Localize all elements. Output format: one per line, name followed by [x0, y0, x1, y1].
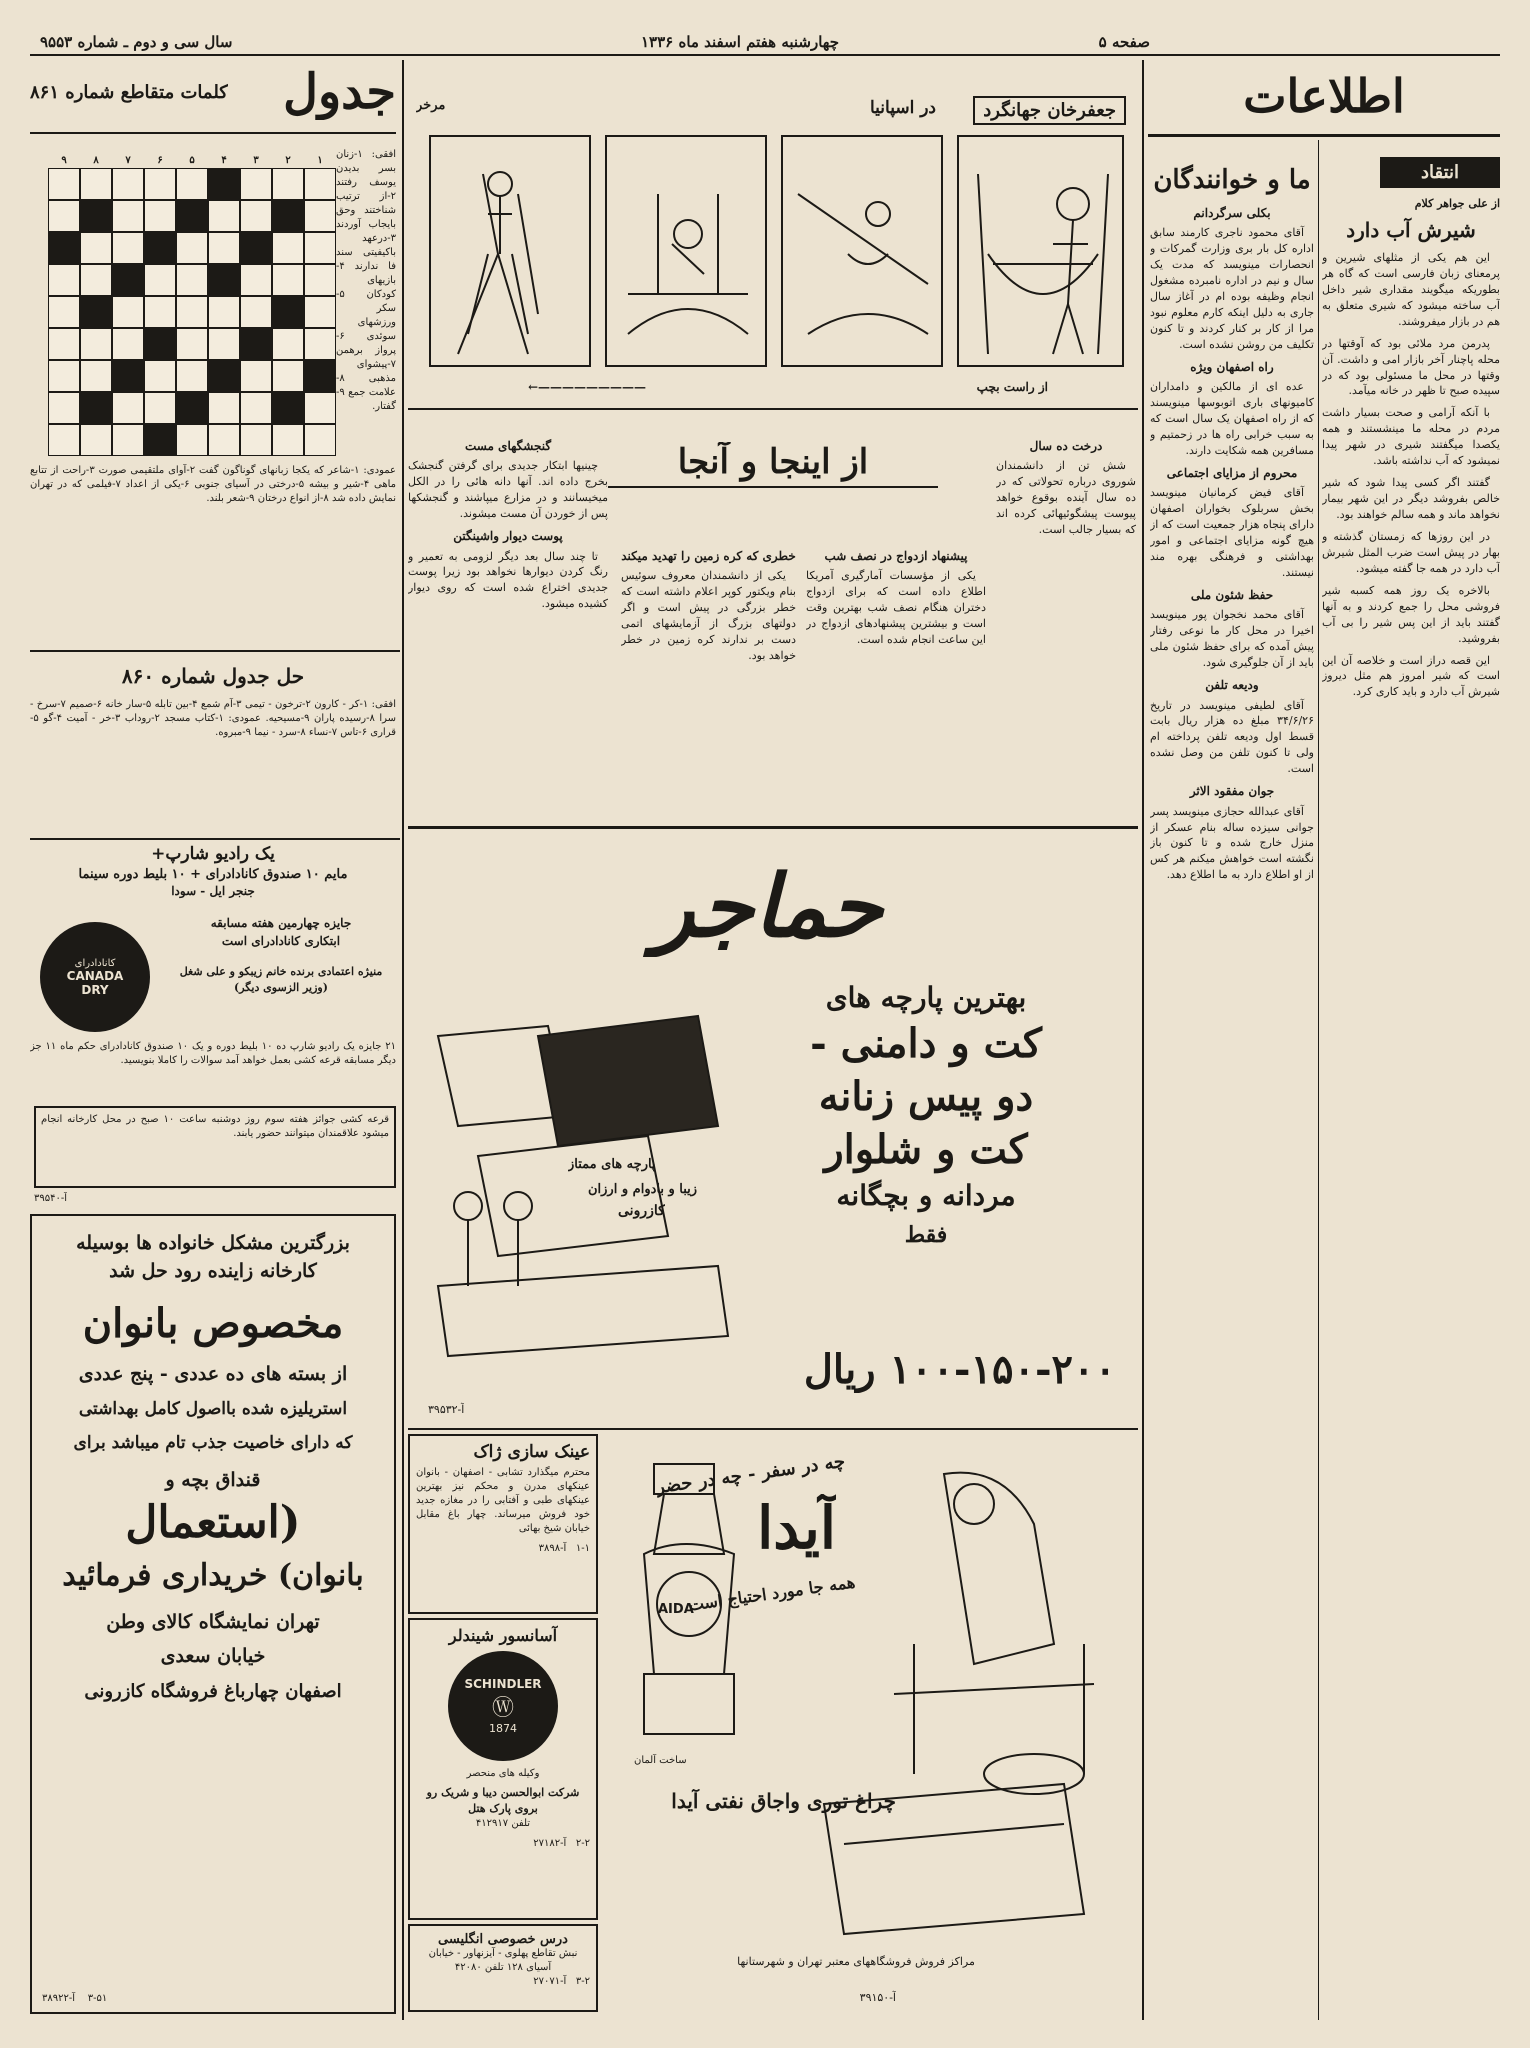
crossword-cell[interactable] [240, 200, 272, 232]
crossword-black-cell [272, 200, 304, 232]
crossword-cell[interactable] [304, 424, 336, 456]
crossword-cell[interactable] [176, 296, 208, 328]
crossword-cell[interactable] [48, 264, 80, 296]
crossword-black-cell [144, 328, 176, 360]
crossword-cell[interactable] [304, 264, 336, 296]
crossword-cell[interactable] [304, 392, 336, 424]
cartoon-place: در اسپانیا [869, 98, 936, 118]
crossword-cell[interactable] [272, 168, 304, 200]
crossword-cell[interactable] [304, 168, 336, 200]
cartoon-title: جعفرخان جهانگرد [973, 96, 1126, 125]
aida-lamp-illustration [614, 1444, 1134, 1964]
crossword-black-cell [176, 200, 208, 232]
crossword [30, 64, 396, 644]
crossword-cell[interactable] [208, 200, 240, 232]
schindler-logo: SCHINDLER Ⓦ 1874 [448, 1651, 558, 1761]
fabric-ad: حماجر بهترین پارچه های کت و دامنی - دو پیس زنانه کت و شلوار مردانه و بچگانه فقط ۱۰۰-۱۵۰-۲۰۰ ریال زیبا و بادوام و ارزان کازرونی پارچه های ممتاز آ-۳۹۵۳۲ [408, 836, 1136, 1424]
crossword-black-cell [80, 200, 112, 232]
crossword-cell[interactable] [144, 296, 176, 328]
criticism-title: شیرش آب دارد [1346, 217, 1476, 242]
crossword-cell[interactable] [176, 264, 208, 296]
crossword-cell[interactable] [80, 360, 112, 392]
crossword-cell[interactable] [304, 200, 336, 232]
crossword-cell[interactable] [240, 264, 272, 296]
cartoon-strip [408, 92, 1136, 404]
fabric-brand: حماجر [653, 856, 883, 957]
cartoon-note: مرخر [416, 98, 446, 113]
crossword-cell[interactable] [176, 328, 208, 360]
crossword-cell[interactable] [208, 232, 240, 264]
crossword-cell[interactable] [240, 168, 272, 200]
crossword-cell[interactable] [176, 360, 208, 392]
fabric-price: ۱۰۰-۱۵۰-۲۰۰ ریال [803, 1346, 1116, 1393]
crossword-black-cell [112, 264, 144, 296]
criticism-byline: از علی جواهر کلام [1414, 197, 1500, 210]
crossword-col-numbers: ۹ ۸ ۷ ۶ ۵ ۴ ۳ ۲ ۱ [61, 155, 323, 166]
crossword-cell[interactable] [240, 424, 272, 456]
crossword-cell[interactable] [80, 264, 112, 296]
crossword-solution: حل جدول شماره ۸۶۰ افقی: ۱-کر - کارون ۲-ترخون - تیمی ۳-آم شمع ۴-بین تابله ۵-سار خانه ۶-صمیم ۷-سرخ - سرا ۸-رسیده پاران ۹-مسیحیه. عمودی: ۱-کتاب مسجد ۲-روداب ۳-خر - آمیت ۴-گو ۵-قراری ۶-تاس ۷-نساء ۸-سرد - نیما ۹-مبروه. [30, 664, 396, 738]
crossword-title: جدول [283, 64, 396, 120]
crossword-cell[interactable] [272, 360, 304, 392]
crossword-black-cell [144, 232, 176, 264]
crossword-cell[interactable] [272, 264, 304, 296]
crossword-cell[interactable] [208, 424, 240, 456]
crossword-cell[interactable] [272, 424, 304, 456]
column-criticism [1322, 145, 1500, 2015]
crossword-black-cell [208, 360, 240, 392]
crossword-black-cell [272, 392, 304, 424]
crossword-cell[interactable] [272, 232, 304, 264]
crossword-cell[interactable] [272, 328, 304, 360]
fabric-code: آ-۳۹۵۳۲ [428, 1403, 465, 1416]
ad-canada-dry: یک رادیو شارپ+ مایم ۱۰ صندوق کانادادرای + ۱۰ بلیط دوره سینما جنجر ایل - سودا کانادادرای CANADA DRY جایزه چهارمین هفته مسابقه ابتکاری کانادادرای است منیژه اعتمادی برنده خانم زیبکو و علی شغل (وزیر الزسوی دیگر) ۲۱ جایزه یک رادیو شارپ ده ۱۰ بلیط دوره و یک ۱۰ صندوق کانادادرای حکم ماه ۱۱ جز دیگر مسابقه قرعه کشی بعمل خواهد آمد سوالات را کاملا بنویسید. [30, 844, 396, 1066]
crossword-cell[interactable] [304, 328, 336, 360]
crossword-vertical: عمودی: ۱-شاعر که یکجا زبانهای گوناگون گفت ۲-آوای ملتقیمی صورت ۳-راحت از تتابع ماهی ۴-شیر و بیشه ۵-درختی در آسیای جنوبی ۶-یکی از اعداد ۷-فیلمی که در تهران نمایش داده شد ۸-از انواع درختان ۹-شعر بلند. [30, 465, 396, 504]
canada-drawing-note: قرعه کشی جوائز هفته سوم روز دوشنبه ساعت ۱۰ صبح در محل کارخانه انجام میشود علاقمندان میتوانند حضور یابند. [34, 1106, 396, 1188]
crossword-cell[interactable] [240, 360, 272, 392]
crossword-cell[interactable] [176, 232, 208, 264]
aida-brand: آیدا [757, 1494, 836, 1562]
ad-english-lessons: درس خصوصی انگلیسی نبش تقاطع پهلوی - آیزنهاور - خیابان آسیای ۱۲۸ تلفن ۴۲۰۸۰ ۳-۲ آ-۲۷۰۷۱ [408, 1924, 598, 2012]
crossword-black-cell [48, 232, 80, 264]
crossword-cell[interactable] [112, 232, 144, 264]
issue-date: چهارشنبه هفتم اسفند ماه ۱۳۳۶ [641, 33, 839, 51]
crossword-cell[interactable] [80, 232, 112, 264]
cartoon-panels [428, 134, 1128, 374]
issue-number: سال سی و دوم ـ شماره ۹۵۵۳ [40, 33, 233, 51]
crossword-black-cell [240, 232, 272, 264]
crossword-cell[interactable] [112, 424, 144, 456]
crossword-cell[interactable] [240, 296, 272, 328]
crossword-cell[interactable] [176, 168, 208, 200]
crossword-cell[interactable] [144, 360, 176, 392]
crossword-black-cell [80, 392, 112, 424]
crossword-cell[interactable] [48, 296, 80, 328]
crossword-black-cell [112, 360, 144, 392]
crossword-cell[interactable] [304, 296, 336, 328]
crossword-cell[interactable] [208, 296, 240, 328]
ad-schindler: آسانسور شیندلر SCHINDLER Ⓦ 1874 وکیله های منحصر شرکت ابوالحسن دیبا و شریک رو بروی پارک هتل تلفن ۴۱۲۹۱۷ ۲-۲ آ-۲۷۱۸۲ [408, 1618, 598, 1920]
masthead [1148, 60, 1500, 132]
crossword-cell[interactable] [208, 328, 240, 360]
crossword-black-cell [144, 424, 176, 456]
readers-title: ما و خوانندگان [1153, 165, 1311, 195]
page-header [30, 30, 1500, 56]
fabric-tag1: زیبا و بادوام و ارزان [588, 1182, 698, 1197]
crossword-cell[interactable] [176, 424, 208, 456]
crossword-cell[interactable] [48, 392, 80, 424]
section-here-and-there: از اینجا و آنجا درخت ده سال شش تن از دانشمندان شوروی درباره تحولاتی که در ده سال آینده بوقوع خواهد پیوست پیشگوئیهائی کرده اند که بسیار جالب است. گنجشگهای مست چینیها ابتکار جدیدی برای گرفتن گنجشک بخرج داده اند. آنها دانه هائی را در الکل میخیسانند و در مزارع میپاشند و گنجشکها پس از خوردن آن مست میشوند. پوست دیوار واشینگتن تا چند سال بعد دیگر لزومی به تعمیر و رنگ کردن دیوارها نخواهد بود زیرا پوست جدیدی اختراع شده است که روی دیوار کشیده میشود. پیشنهاد ازدواج در نصف شب یکی از مؤسسات آمارگیری آمریکا اطلاع داده است که برای ازدواج دختران هنگام نصف شب بهترین وقت است و بیشترین پیشنهادهای ازدواج در این ساعت انجام شده است. خطری که کره زمین را تهدید میکند یکی از دانشمندان معروف سوئیس بنام ویکتور کوپر اعلام داشته است که خطر بزرگی در پیش است و اگر دولتهای بزرگ از آزمایشهای اتمی دست بر ندارند کره زمین در خطر خواهد بود. [408, 439, 1136, 663]
crossword-cell[interactable] [144, 200, 176, 232]
crossword-black-cell [176, 392, 208, 424]
column-readers: ما و خوانندگان بکلی سرگردانم آقای محمود ناجری کارمند سابق اداره کل بار بری وزارت گمرکات و انحصارات مینویسد که مدت یک سال و نیم در اداره نامبرده مشغول انجام وظیفه بوده ام در آغاز سال جاری به دلیل اینکه کارم معلوم نبود مرا از کار بر کنار کردند و تا کنون تکلیف من روشن نشده است. راه اصفهان ویژه عده ای از مالکین و دامداران کامیونهای باری اتوبوسها مینویسند که از راه اصفهان یک سال است که به سبب خرابی راه ها در زحمتیم و مسافرین همه شکایت دارند. محروم از مزایای اجتماعی آقای فیض کرمانیان مینویسد بخش سربلوک بخواران اصفهان دارای پنجاه هزار جمعیت است که از هیچ گونه مزایای اجتماعی و امور بهداشتی و فرهنگی بهره مند نیستند. حفظ شئون ملی آقای محمد نخجوان پور مینویسد اخیرا در محل کار ما نوعی رفتار پیش آمده که برای حفظ شئون ملی باید از آن جلوگیری شود. ودیعه تلفن آقای لطیفی مینویسد در تاریخ ۳۴/۶/۲۶ مبلغ ده هزار ریال بابت قسط اول ودیعه تلفن پرداخته ام ولی تا کنون تلفن من وصل نشده است. جوان مفقود الاثر آقای عبدالله حجازی مینویسد پسر جوانی سیزده ساله بنام عسکر از منزل خارج شده و تا کنون باز نگشته است خواهش میکنم هر کس از او اطلاع دارد به ما اطلاع دهد. [1150, 165, 1314, 882]
crossword-cell[interactable] [144, 392, 176, 424]
ad-aida: چه در سفر - چه در حضر آیدا همه جا مورد احتیاج است AIDA ساخت آلمان چراغ توری واجاق نفتی آیدا مراکز فروش فروشگاههای معتبر تهران و شهرستانها آ-۳۹۱۵۰ [604, 1434, 1136, 2014]
crossword-black-cell [240, 328, 272, 360]
criticism-body: این هم یکی از مثلهای شیرین و پرمعنای زبان فارسی است که گاه هر بطوریکه میگویند مقداری شیر داخل آب ساخته میشود که شیری متعلق به هم در بازار میفروشند. پدرمن مرد ملائی بود که آوقتها در محله پاچنار آخر بازار امی و داشت. آن وقتها در محل ما مسئولی بود که در سپیده صبح تا ظهر در خانه میآمد. با آنکه آرامی و صحت بسیار داشت مردم در محله ما مینشستند و همه یکصدا میگفتند شیری در شهر پیدا نمیشود که آب نداشته باشد. گفتند اگر کسی پیدا شود که شیر خالص بفروشد دیگر در این شهر بیمار نخواهد ماند و همه سالم خواهند بود. در این روزها که زمستان گذشته و بهار در پیش است ضرب المثل شیرش آب دارد در همه جا گفته میشود. بالاخره یک روز همه کسبه شیر فروشی محل را جمع کردند و به آنها گفتند باید از این پس شیر را بی آب بفروشید. این قصه دراز است و خلاصه آن این است که شیر امروز هم مثل دیروز شیرش آب دارد و باید کاری کرد. [1322, 250, 1500, 699]
crossword-black-cell [304, 360, 336, 392]
fabric-tag3: پارچه های ممتاز [568, 1157, 656, 1172]
fabric-tag2: کازرونی [618, 1203, 665, 1219]
here-there-title: از اینجا و آنجا [608, 442, 938, 488]
crossword-cell[interactable] [112, 200, 144, 232]
crossword-cell[interactable] [240, 392, 272, 424]
criticism-tag: انتقاد [1380, 157, 1500, 188]
crossword-cell[interactable] [48, 168, 80, 200]
crossword-cell[interactable] [112, 392, 144, 424]
crossword-grid [36, 148, 336, 456]
crossword-cell[interactable] [48, 424, 80, 456]
crossword-cell[interactable] [144, 264, 176, 296]
crossword-black-cell [208, 264, 240, 296]
crossword-cell[interactable] [112, 168, 144, 200]
crossword-black-cell [272, 296, 304, 328]
ad-zayandeh-rood: بزرگترین مشکل خانواده ها بوسیله کارخانه زاینده رود حل شد مخصوص بانوان از بسته های ده عددی - پنج عددی استریلیزه شده بااصول کامل بهداشتی که دارای خاصیت جذب تام میباشد برای قنداق بچه و (استعمال بانوان) خریداری فرمائید تهران نمایشگاه کالای وطن خیابان سعدی اصفهان چهارباغ فروشگاه کازرونی ۳-۵۱ آ-۳۸۹۲۲ [30, 1214, 396, 2014]
crossword-cell[interactable] [112, 296, 144, 328]
cartoon-arrow: از راست بچپ ←————————— [528, 380, 1048, 394]
page-number: صفحه ۵ [1098, 33, 1150, 51]
crossword-cell[interactable] [48, 328, 80, 360]
canada-dry-cap: کانادادرای CANADA DRY [40, 922, 150, 1032]
crossword-cell[interactable] [80, 424, 112, 456]
crossword-clues: افقی: ۱-زنان بسر بدیدن یوسف رفتند ۲-از ترتیب شناختند وحق بایجاب آوردند ۳-درعهد باکیفیتی سند فا ندارند ۴-بازیهای کودکان ۵-سکر ورزشهای سوئدی ۶-پرواز برهمن ۷-پیشوای مذهبی ۸-علامت جمع ۹-گفتار. [336, 149, 396, 412]
crossword-cell[interactable] [80, 328, 112, 360]
crossword-cell[interactable] [80, 168, 112, 200]
aida-lamp-label: AIDA [658, 1602, 694, 1617]
crossword-cell[interactable] [144, 168, 176, 200]
crossword-cell[interactable] [48, 200, 80, 232]
crossword-cell[interactable] [304, 232, 336, 264]
crossword-black-cell [208, 168, 240, 200]
crossword-cell[interactable] [208, 392, 240, 424]
crossword-black-cell [80, 296, 112, 328]
ad-zhak-optics: عینک سازی ژاک محترم میگذارد تشابی - اصفهان - بانوان عینکهای مدرن و محکم نیز بهترین عینکهای طبی و آفتابی را در مغازه جدید خود فروش میرساند. چهار باغ مقابل خیابان شیخ بهائی ۱-۱ آ-۳۸۹۸ [408, 1434, 598, 1614]
masthead-title: اطلاعات [1243, 69, 1405, 123]
crossword-cell[interactable] [112, 328, 144, 360]
crossword-subtitle: کلمات متقاطع شماره ۸۶۱ [30, 82, 228, 103]
crossword-cell[interactable] [48, 360, 80, 392]
